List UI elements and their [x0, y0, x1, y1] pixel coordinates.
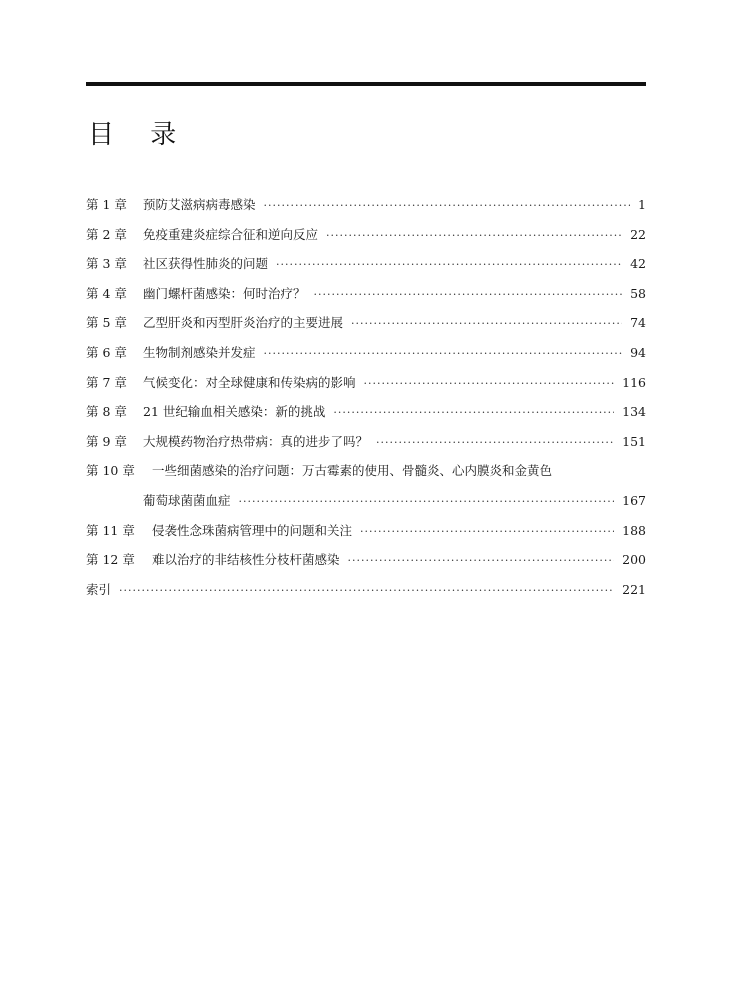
- toc-entry-1[interactable]: [86, 190, 646, 220]
- chapter-number: 第 10 章: [86, 463, 135, 479]
- page-number: 42: [630, 256, 646, 272]
- chapter-title: 乙型肝炎和丙型肝炎治疗的主要进展: [143, 315, 344, 331]
- chapter-number: 第 8 章: [86, 404, 127, 420]
- table-of-contents: [86, 190, 646, 604]
- chapter-title: 一些细菌感染的治疗问题：万古霉素的使用、骨髓炎、心内膜炎和金黄色: [152, 463, 553, 479]
- dot-leader: [264, 191, 631, 221]
- toc-entry-3[interactable]: [86, 249, 646, 279]
- dot-leader: [314, 280, 623, 310]
- chapter-title: 预防艾滋病病毒感染: [143, 197, 256, 212]
- dot-leader: [364, 369, 615, 399]
- dot-leader: [276, 250, 622, 280]
- dot-leader: [351, 309, 622, 339]
- chapter-title: 难以治疗的非结核性分枝杆菌感染: [152, 552, 340, 568]
- chapter-number: 第 2 章: [86, 226, 127, 242]
- toc-entry-5[interactable]: [86, 308, 646, 338]
- toc-entry-6[interactable]: [86, 338, 646, 368]
- page-number: 116: [622, 374, 646, 390]
- chapter-title: 社区获得性肺炎的问题: [143, 256, 269, 272]
- dot-leader: [376, 428, 614, 458]
- chapter-title: 侵袭性念珠菌病管理中的问题和关注: [152, 522, 353, 538]
- top-rule: [86, 82, 646, 86]
- page-number: 22: [630, 226, 646, 242]
- page-number: 74: [630, 315, 646, 331]
- toc-entry-4[interactable]: [86, 279, 646, 309]
- toc-entry-7[interactable]: [86, 368, 646, 398]
- chapter-number: 第 11 章: [86, 522, 135, 538]
- page-number: 1: [638, 197, 646, 212]
- chapter-title: 免疫重建炎症综合征和逆向反应: [143, 226, 319, 242]
- dot-leader: [119, 576, 614, 606]
- toc-entry-11[interactable]: [86, 516, 646, 546]
- toc-entry-2[interactable]: [86, 220, 646, 250]
- toc-entry-10-continued[interactable]: [86, 486, 646, 516]
- chapter-title: 气候变化：对全球健康和传染病的影响: [143, 374, 356, 390]
- page-number: 151: [622, 433, 646, 449]
- chapter-number: 第 9 章: [86, 433, 127, 449]
- chapter-title-continued: 葡萄球菌菌血症: [143, 492, 231, 508]
- page-number: 221: [622, 581, 646, 597]
- chapter-number: 第 5 章: [86, 315, 127, 331]
- toc-entry-10[interactable]: [86, 456, 646, 486]
- dot-leader: [348, 546, 615, 576]
- chapter-number: 第 7 章: [86, 374, 127, 390]
- chapter-title: 大规模药物治疗热带病：真的进步了吗？: [143, 433, 369, 449]
- toc-entry-index[interactable]: [86, 575, 646, 605]
- dot-leader: [326, 221, 622, 251]
- chapter-number: 第 3 章: [86, 256, 127, 272]
- page-number: 134: [622, 404, 646, 420]
- chapter-title: 21 世纪输血相关感染：新的挑战: [143, 404, 326, 420]
- chapter-title: 幽门螺杆菌感染：何时治疗？: [143, 285, 306, 301]
- chapter-number: 第 6 章: [86, 344, 127, 360]
- chapter-number: 第 12 章: [86, 552, 135, 568]
- page-number: 188: [622, 522, 646, 538]
- toc-entry-8[interactable]: [86, 397, 646, 427]
- chapter-title: 生物制剂感染并发症: [143, 344, 256, 360]
- page-number: 167: [622, 492, 646, 508]
- dot-leader: [239, 487, 615, 517]
- index-title: 索引: [86, 581, 112, 597]
- page-number: 94: [630, 344, 646, 360]
- chapter-number: 第 1 章: [86, 197, 127, 212]
- chapter-number: 第 4 章: [86, 285, 127, 301]
- page-title: 目 录: [88, 120, 191, 150]
- toc-entry-12[interactable]: [86, 545, 646, 575]
- dot-leader: [360, 517, 614, 547]
- dot-leader: [264, 339, 623, 369]
- page-number: 58: [630, 285, 646, 301]
- page-number: 200: [622, 552, 646, 568]
- dot-leader: [333, 398, 614, 428]
- toc-entry-9[interactable]: [86, 427, 646, 457]
